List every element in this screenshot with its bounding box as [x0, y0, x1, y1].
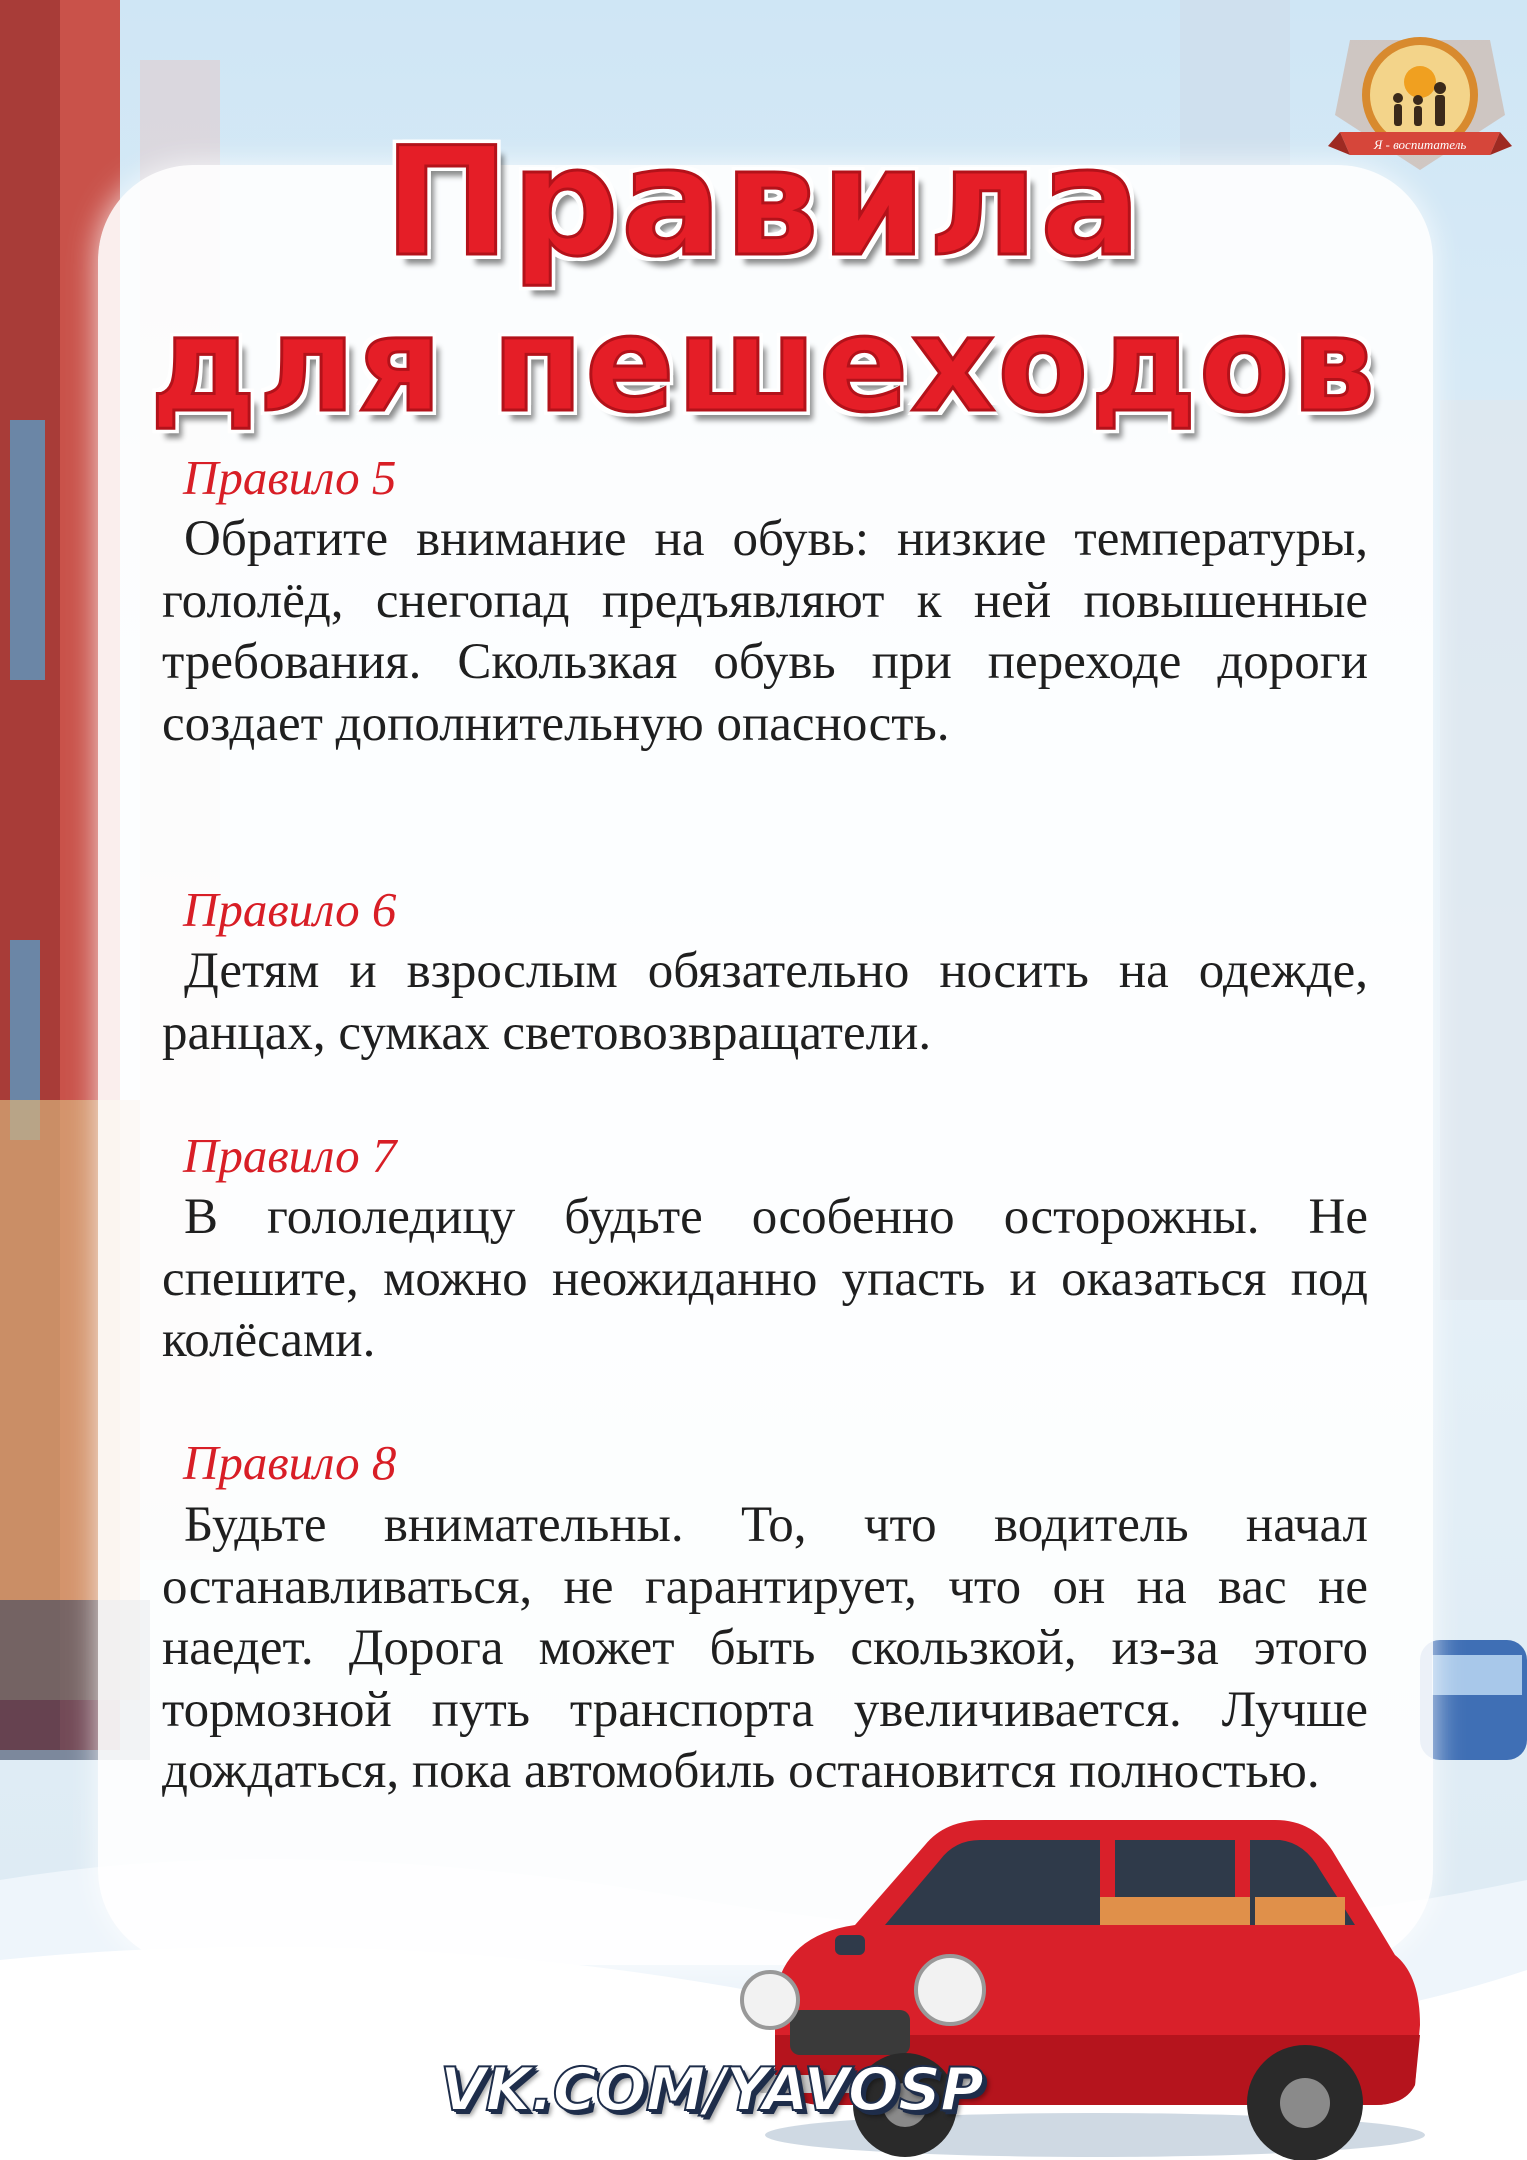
rule-6-text: Детям и взрослым обязательно носить на одежде, ранцах, сумках световозвращатели. [162, 943, 1368, 1061]
rule-5-text: Обратите внимание на обувь: низкие температуры, гололёд, снегопад предъявляют к ней повышенные требования. Скользкая обувь при переходе дороги создает дополнительную опасность. [162, 511, 1368, 752]
page-title-line-2: для пешеходов [149, 288, 1378, 442]
rule-8-heading: Правило 8 [183, 1435, 397, 1490]
rule-5-heading: Правило 5 [183, 450, 397, 505]
rule-7-text: В гололедицу будьте особенно осторожны. Не спешите, можно неожиданно упасть и оказаться под колёсами. [162, 1189, 1368, 1368]
rule-6-heading: Правило 6 [183, 882, 397, 937]
page-title-line-1: Правила [383, 116, 1144, 290]
logo-text: Я - воспитатель [1373, 137, 1467, 152]
footer-vk-link[interactable]: VK.COM/YAVOSP [440, 2055, 984, 2125]
rule-8-text: Будьте внимательны. То, что водитель начал останавливаться, не гарантирует, что он на вас не наедет. Дорога может быть скользкой, из-за этого тормозной путь транспорта увеличивается. Лучше дождаться, пока автомобиль остановится полностью. [162, 1497, 1368, 1799]
rule-7-heading: Правило 7 [183, 1128, 397, 1183]
